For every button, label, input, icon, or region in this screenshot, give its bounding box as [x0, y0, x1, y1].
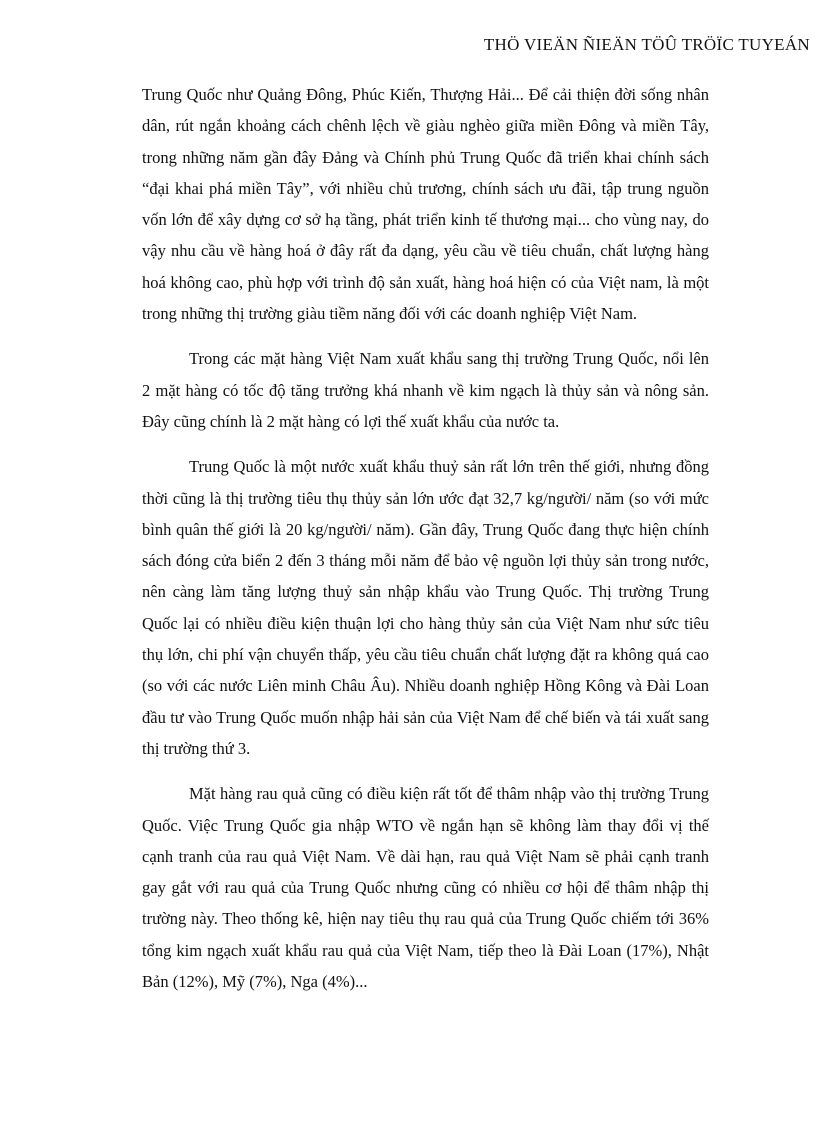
paragraph-fruit-vegetables: Mặt hàng rau quả cũng có điều kiện rất tốt để thâm nhập vào thị trường Trung Quốc. Việc Trung Quốc gia nhập WTO về ngắn hạn sẽ không làm thay đổi vị thế cạnh tranh của rau quả Việt Nam. Về dài hạn, rau quả Việt Nam sẽ phải cạnh tranh gay gắt với rau quả của Trung Quốc nhưng cũng có nhiều cơ hội để thâm nhập thị trường này. Theo thống kê, hiện nay tiêu thụ rau quả của Trung Quốc chiếm tới 36% tổng kim ngạch xuất khẩu rau quả của Việt Nam, tiếp theo là Đài Loan (17%), Nhật Bản (12%), Mỹ (7%), Nga (4%)... [142, 784, 709, 992]
paragraph-seafood: Trung Quốc là một nước xuất khẩu thuỷ sản rất lớn trên thế giới, nhưng đồng thời cũng là thị trường tiêu thụ thủy sản lớn ước đạt 32,7 kg/người/ năm (so với mức bình quân thế giới là 20 kg/người/ năm). Gần đây, Trung Quốc đang thực hiện chính sách đóng cửa biển 2 đến 3 tháng mỗi năm để bảo vệ nguồn lợi thủy sản trong nước, nên càng làm tăng lượng thuỷ sản nhập khẩu vào Trung Quốc. Thị trường Trung Quốc lại có nhiều điều kiện thuận lợi cho hàng thủy sản của Việt Nam như sức tiêu thụ lớn, chi phí vận chuyển thấp, yêu cầu tiêu chuẩn chất lượng đặt ra không quá cao (so với các nước Liên minh Châu Âu). Nhiều doanh nghiệp Hồng Kông và Đài Loan đầu tư vào Trung Quốc muốn nhập hải sản của Việt Nam để chế biến và tái xuất sang thị trường thứ 3. [142, 457, 709, 758]
paragraph-export-goods: Trong các mặt hàng Việt Nam xuất khẩu sang thị trường Trung Quốc, nổi lên 2 mặt hàng có tốc độ tăng trưởng khá nhanh về kim ngạch là thủy sản và nông sản. Đây cũng chính là 2 mặt hàng có lợi thế xuất khẩu của nước ta. [142, 349, 709, 431]
page-header: THÖ VIEÄN ÑIEÄN TÖÛ TRÖÏC TUYEÁN [483, 35, 810, 54]
paragraph-continuation: Trung Quốc như Quảng Đông, Phúc Kiến, Thượng Hải... Để cải thiện đời sống nhân dân, rút ngắn khoảng cách chênh lệch về giàu nghèo giữa miền Đông và miền Tây, trong những năm gần đây Đảng và Chính phủ Trung Quốc đã triển khai chính sách “đại khai phá miền Tây”, với nhiều chủ trương, chính sách ưu đãi, tập trung nguồn vốn lớn để xây dựng cơ sở hạ tầng, phát triển kinh tế thương mại... cho vùng nay, do vậy nhu cầu về hàng hoá ở đây rất đa dạng, yêu cầu về tiêu chuẩn, chất lượng hàng hoá không cao, phù hợp với trình độ sản xuất, hàng hoá hiện có của Việt nam, là một trong những thị trường giàu tiềm năng đối với các doanh nghiệp Việt Nam. [142, 85, 709, 324]
document-body [142, 79, 709, 1011]
